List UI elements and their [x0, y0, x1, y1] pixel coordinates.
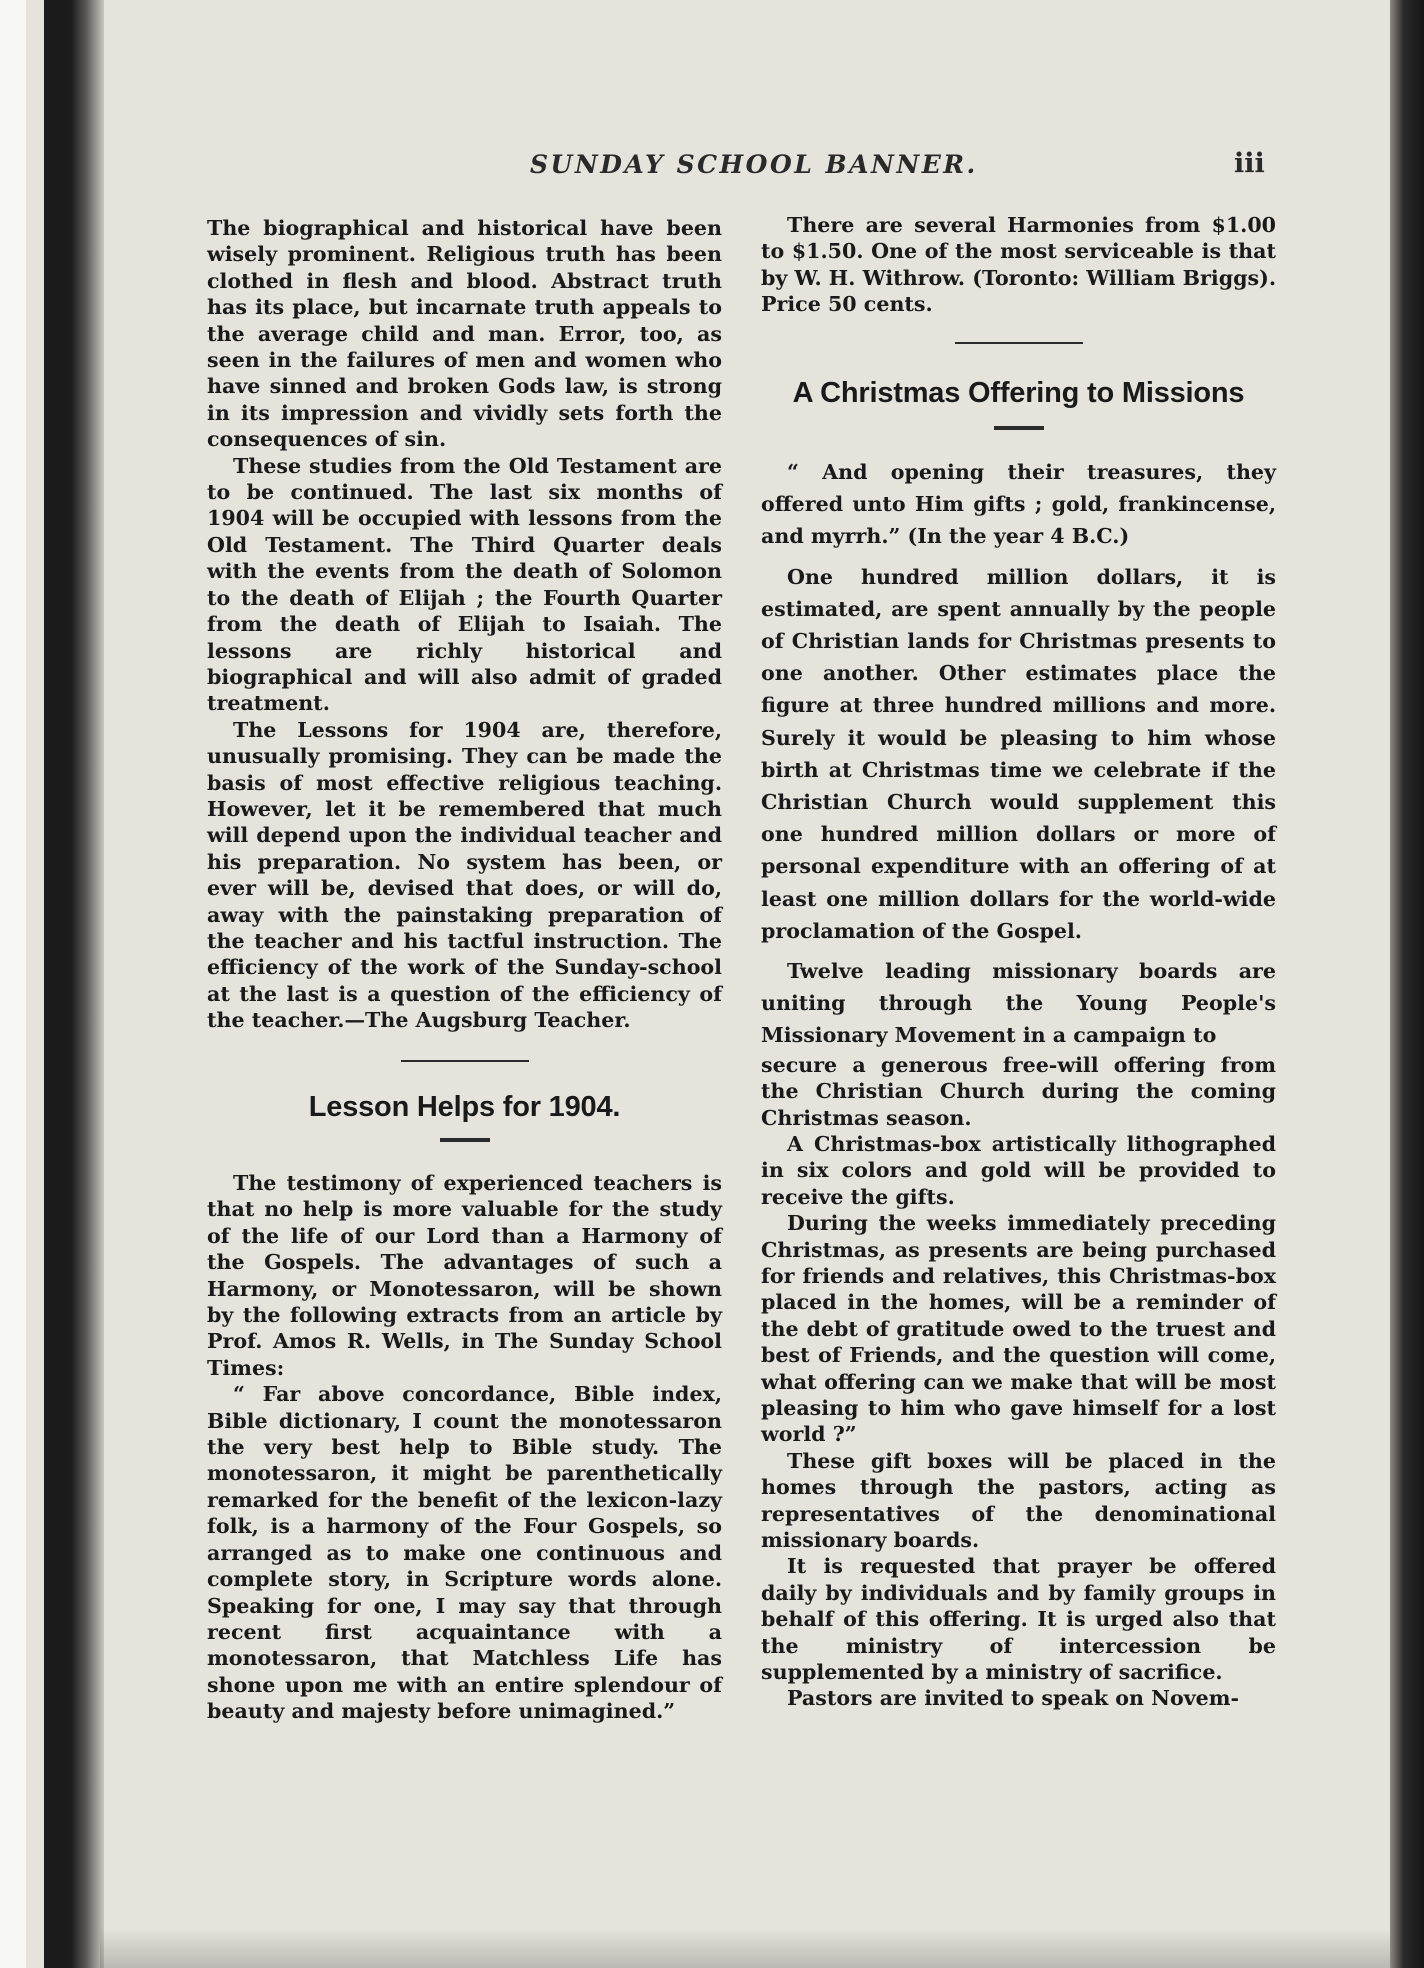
- running-title: SUNDAY SCHOOL BANNER.: [530, 150, 978, 179]
- body-paragraph: Twelve leading missionary boards are uniting through the Young People's Missionary Movement in a campaign to: [761, 959, 1276, 1048]
- body-paragraph: One hundred million dollars, it is estimated, are spent annually by the people of Christian lands for Christmas presents to one another. Other estimates place the figure at three hundred millions and more. Surely it would be pleasing to him whose birth at Christmas time we celebrate if the Christian Church would supplement this one hundred million dollars or more of personal expenditure with an offering of at least one million dollars for the world-wide proclamation of the Gospel.: [761, 564, 1276, 943]
- spaced-text-block: [761, 456, 1276, 1052]
- page-shadow-bottom: [100, 1928, 1390, 1968]
- body-paragraph: These gift boxes will be placed in the homes through the pastors, acting as representatives of the denominational missionary boards.: [761, 1448, 1276, 1552]
- left-column: [207, 215, 722, 1725]
- book-binding-right: [1390, 0, 1424, 1968]
- right-column: [761, 212, 1276, 1712]
- body-paragraph: It is requested that prayer be offered daily by individuals and by family groups in behalf of this offering. It is urged also that the ministry of intercession be supplemented by a ministry of sacrifice.: [761, 1554, 1276, 1685]
- scripture-quote: “ And opening their treasures, they offered unto Him gifts ; gold, frankincense, and myrrh.” (In the year 4 B.C.): [761, 460, 1276, 549]
- page-edge-left: [0, 0, 26, 1968]
- body-paragraph: During the weeks immediately preceding Christmas, as presents are being purchased for friends and relatives, this Christmas-box placed in the homes, will be a reminder of the debt of gratitude owed to the truest and best of Friends, and the question will come, what offering can we make that will be most pleasing to him who gave himself for a lost world ?”: [761, 1211, 1276, 1447]
- body-paragraph: The testimony of experienced teachers is that no help is more valuable for the study of the life of our Lord than a Harmony of the Gospels. The advantages of such a Harmony, or Monotessaron, will be shown by the following extracts from an article by Prof. Amos R. Wells, in The Sunday School Times:: [207, 1171, 722, 1380]
- section-title-christmas-offering: A Christmas Offering to Missions: [792, 376, 1245, 409]
- body-paragraph: Pastors are invited to speak on Novem-: [787, 1686, 1240, 1711]
- body-paragraph: There are several Harmonies from $1.00 to $1.50. One of the most serviceable is that by W. H. Withrow. (Toronto: William Briggs). Price 50 cents.: [761, 213, 1277, 317]
- title-underline: [994, 426, 1044, 430]
- body-paragraph: The biographical and historical have been wisely prominent. Religious truth has been clothed in flesh and blood. Abstract truth has its place, but incarnate truth appeals to the average child and man. Error, too, as seen in the failures of men and women who have sinned and broken Gods law, is strong in its impression and vividly sets forth the consequences of sin.: [207, 216, 722, 452]
- body-paragraph: These studies from the Old Testament are to be continued. The last six months of 1904 will be occupied with lessons from the Old Testament. The Third Quarter deals with the events from the death of Solomon to the death of Elijah ; the Fourth Quarter from the death of Elijah to Isaiah. The lessons are richly historical and biographical and will also admit of graded treatment.: [207, 453, 722, 716]
- body-paragraph: secure a generous free-will offering from the Christian Church during the coming Christmas season.: [761, 1052, 1276, 1130]
- section-title-lesson-helps: Lesson Helps for 1904.: [308, 1090, 621, 1123]
- title-underline: [440, 1138, 490, 1142]
- body-paragraph: The Lessons for 1904 are, therefore, unusually promising. They can be made the basis of most effective religious teaching. However, let it be remembered that much will depend upon the individual teacher and his preparation. No system has been, or ever will be, devised that does, or will do, away with the painstaking preparation of the teacher and his tactful instruction. The efficiency of the work of the Sunday-school at the last is a question of the efficiency of the teacher.—The Augsburg Teacher.: [207, 717, 722, 1033]
- section-divider: [401, 1060, 529, 1062]
- section-divider: [955, 342, 1083, 344]
- quote-paragraph: “ Far above concordance, Bible index, Bible dictionary, I count the monotessaron the very best help to Bible study. The monotessaron, it might be parenthetically remarked for the benefit of the lexicon-lazy folk, is a harmony of the Four Gospels, so arranged as to make one continuous and complete story, in Scripture words alone. Speaking for one, I may say that through recent first acquaintance with a monotessaron, that Matchless Life has shone upon me with an entire splendour of beauty and majesty before unimagined.”: [207, 1382, 722, 1724]
- book-binding-left: [44, 0, 104, 1968]
- body-paragraph: A Christmas-box artistically lithographed in six colors and gold will be provided to receive the gifts.: [761, 1131, 1276, 1209]
- page-number: iii: [1234, 148, 1265, 179]
